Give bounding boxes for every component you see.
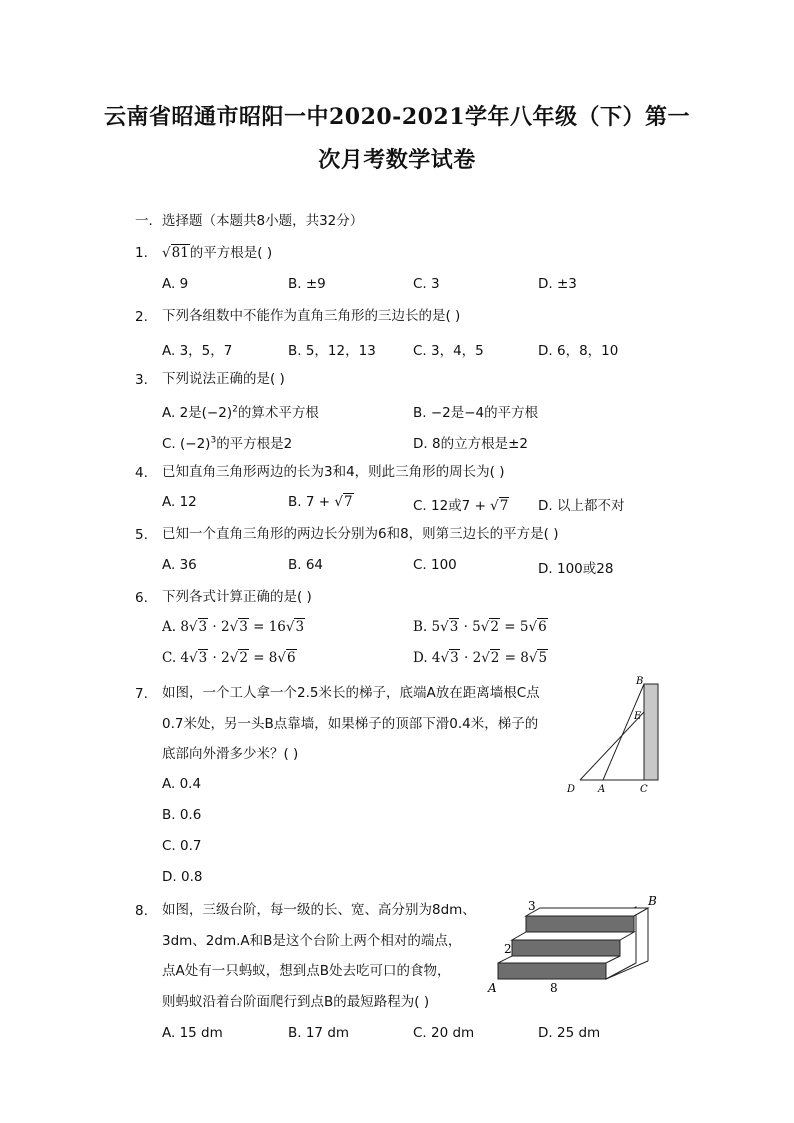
- title-line-2: 次月考数学试卷: [318, 147, 476, 173]
- q6-b-p3: = 5: [499, 619, 529, 635]
- q6-c-r1: 3: [198, 650, 208, 666]
- q8-step-3-riser: [526, 916, 634, 932]
- q8-step-2-tread: [512, 932, 634, 940]
- q1-option-d: D. ±3: [538, 276, 577, 292]
- q7-stem-line-3: 底部向外滑多少米？( ): [162, 746, 299, 762]
- q7-ladder-original: [603, 684, 644, 780]
- q8-stem-line-2: 3dm、2dm.A和B是这个台阶上两个相对的端点，: [162, 933, 462, 949]
- q5-option-d: D. 100或28: [538, 561, 614, 577]
- q4-option-d: D. 以上都不对: [538, 498, 625, 514]
- q7-label-b: B: [636, 676, 644, 687]
- q8-option-c: C. 20 dm: [413, 1025, 475, 1041]
- q6-option-a: A. 8√3 · 2√3 = 16√3: [162, 619, 305, 635]
- q6-stem: 下列各式计算正确的是( ): [162, 589, 312, 605]
- q3-number: 3.: [135, 372, 148, 388]
- q7-ladder-slid: [580, 712, 644, 780]
- q7-option-a: A. 0.4: [162, 776, 202, 792]
- q1-number: 1.: [135, 245, 148, 261]
- q6-d-r2: 2: [490, 650, 500, 666]
- q7-ladder-figure: [560, 672, 670, 800]
- q5-option-c: C. 100: [413, 557, 457, 573]
- q4-c-pre: C. 12或7 +: [413, 498, 491, 514]
- q6-c-r3: 6: [287, 650, 296, 666]
- q8-label-8: 8: [550, 981, 558, 995]
- q6-number: 6.: [135, 590, 148, 606]
- q6-d-r3: 5: [538, 650, 548, 666]
- section-heading: 一．选择题（本题共8小题，共32分）: [135, 213, 364, 229]
- q3-c-pre: C. (−2): [162, 436, 211, 452]
- q7-label-d: D: [567, 784, 576, 795]
- q6-b-r1: 3: [449, 619, 459, 635]
- q7-stem-line-1: 如图，一个工人拿一个2.5米长的梯子，底端A放在距离墙根C点: [162, 685, 540, 701]
- q8-option-b: B. 17 dm: [288, 1025, 350, 1041]
- q3-c-exp: 3: [210, 435, 217, 446]
- q2-number: 2.: [135, 309, 148, 325]
- q6-option-d: D. 4√3 · 2√2 = 8√5: [413, 650, 548, 666]
- q6-b-r3: 6: [538, 619, 547, 635]
- q8-step-1-tread: [498, 956, 620, 963]
- q6-b-p2: · 5: [459, 619, 481, 635]
- q5-number: 5.: [135, 527, 148, 543]
- q6-b-r2: 2: [490, 619, 499, 635]
- q6-c-p3: = 8: [248, 650, 278, 666]
- q1-stem: √81的平方根是( ): [162, 245, 273, 261]
- q6-d-r1: 3: [450, 650, 459, 666]
- q8-option-a: A. 15 dm: [162, 1025, 223, 1041]
- q7-label-e: E: [634, 711, 642, 722]
- q8-stem-line-3: 点A处有一只蚂蚁，想到点B处去吃可口的食物，: [162, 963, 451, 979]
- q4-c-radicand: 7: [499, 498, 509, 514]
- q8-label-a: A: [488, 981, 497, 995]
- q6-d-p1: D. 4: [413, 650, 441, 666]
- q1-stem-text: 的平方根是( ): [189, 245, 273, 261]
- q3-option-d: D. 8的立方根是±2: [413, 436, 528, 452]
- q3-a-post: 的算术平方根: [237, 405, 319, 421]
- q8-stem-line-1: 如图，三级台阶，每一级的长、宽、高分别为8dm、: [162, 902, 476, 918]
- q7-stem-line-2: 0.7米处，另一头B点靠墙，如果梯子的顶部下滑0.4米，梯子的: [162, 716, 539, 732]
- q1-option-a: A. 9: [162, 276, 189, 292]
- q4-stem: 已知直角三角形两边的长为3和4，则此三角形的周长为( ): [162, 464, 505, 480]
- q6-d-p3: = 8: [500, 650, 529, 666]
- q4-b-pre: B. 7 +: [288, 494, 335, 510]
- q8-stem-line-4: 则蚂蚁沿着台阶面爬行到点B的最短路程为( ): [162, 994, 430, 1010]
- q4-option-a: A. 12: [162, 494, 197, 510]
- q6-b-p1: B. 5: [413, 619, 441, 635]
- q4-option-c: C. 12或7 + √7: [413, 498, 509, 514]
- q8-step-1-riser: [498, 963, 606, 979]
- q6-c-p2: · 2: [208, 650, 230, 666]
- q6-c-r2: 2: [239, 650, 248, 666]
- q7-label-c: C: [640, 784, 648, 795]
- q8-number: 8.: [135, 903, 148, 919]
- q3-a-exp: 2: [232, 404, 238, 415]
- q4-b-radicand: 7: [343, 494, 353, 510]
- q7-label-a: A: [598, 784, 606, 795]
- q7-option-b: B. 0.6: [162, 807, 202, 823]
- q3-option-b: B. −2是−4的平方根: [413, 405, 539, 421]
- q8-label-b: B: [648, 894, 657, 908]
- q8-step-2-riser: [512, 940, 620, 956]
- q6-a-p1: A. 8: [162, 619, 189, 635]
- q6-d-p2: · 2: [459, 650, 482, 666]
- q8-label-2: 2: [504, 942, 512, 956]
- q2-stem: 下列各组数中不能作为直角三角形的三边长的是( ): [162, 308, 461, 324]
- q3-a-pre: A. 2是(−2): [162, 405, 233, 421]
- q8-stairs-figure: [486, 893, 666, 995]
- q8-step-3-tread: [526, 908, 648, 916]
- q3-stem: 下列说法正确的是( ): [162, 371, 285, 387]
- q7-wall: [644, 684, 658, 780]
- q2-option-a: A. 3，5，7: [162, 343, 233, 359]
- q2-option-b: B. 5，12，13: [288, 343, 376, 359]
- q7-number: 7.: [135, 686, 148, 702]
- q6-a-r3: 3: [295, 619, 305, 635]
- q6-a-p3: = 16: [248, 619, 286, 635]
- q6-option-c: C. 4√3 · 2√2 = 8√6: [162, 650, 296, 666]
- q2-option-d: D. 6，8，10: [538, 343, 619, 359]
- q3-option-c: [162, 432, 292, 452]
- q6-a-r1: 3: [198, 619, 208, 635]
- q5-option-a: A. 36: [162, 557, 197, 573]
- q3-c-post: 的平方根是2: [216, 436, 293, 452]
- q3-option-a: [162, 401, 319, 421]
- q6-a-r2: 3: [239, 619, 248, 635]
- q5-stem: 已知一个直角三角形的两边长分别为6和8，则第三边长的平方是( ): [162, 526, 559, 542]
- q8-label-3: 3: [528, 899, 536, 913]
- q1-option-b: B. ±9: [288, 276, 326, 292]
- q4-number: 4.: [135, 465, 148, 481]
- q5-option-b: B. 64: [288, 557, 324, 573]
- q8-option-d: D. 25 dm: [538, 1025, 601, 1041]
- q6-option-b: B. 5√3 · 5√2 = 5√6: [413, 619, 547, 635]
- q2-option-c: C. 3，4，5: [413, 343, 484, 359]
- q6-a-p2: · 2: [208, 619, 230, 635]
- q6-c-p1: C. 4: [162, 650, 190, 666]
- q4-option-b: B. 7 + √7: [288, 494, 353, 510]
- q7-option-c: C. 0.7: [162, 838, 202, 854]
- q1-radicand: 81: [171, 245, 189, 261]
- q7-option-d: D. 0.8: [162, 869, 203, 885]
- q1-option-c: C. 3: [413, 276, 440, 292]
- title-line-1: 云南省昭通市昭阳一中2020-2021学年八年级（下）第一: [103, 104, 691, 130]
